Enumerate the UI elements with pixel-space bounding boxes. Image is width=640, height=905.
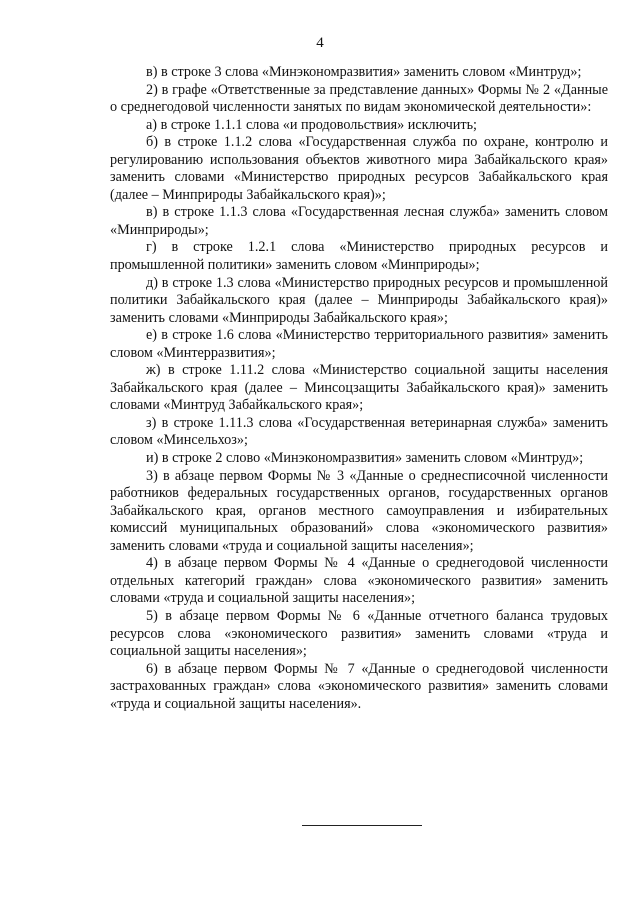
closing-divider-line <box>302 825 422 826</box>
page-number: 4 <box>316 35 324 51</box>
paragraph-item-zh-line-1-11-2: ж) в строке 1.11.2 слова «Министерство социальной защиты населения Забайкальского края (далее – Минсоцзащиты Забайкальского края)» заменить словами «Минтруд Забайкальского края»; <box>110 362 608 414</box>
paragraph-item-z-line-1-11-3: з) в строке 1.11.3 слова «Государственная ветеринарная служба» заменить словом «Минсельхоз»; <box>110 414 608 449</box>
paragraph-item-b-line-1-1-2: б) в строке 1.1.2 слова «Государственная служба по охране, контролю и регулированию использования объектов животного мира Забайкальского края» заменить словами «Министерство природных ресурсов Забайкальского края (далее – Минприроды Забайкальского края)»; <box>110 134 608 203</box>
paragraph-item-a-line-1-1-1: а) в строке 1.1.1 слова «и продовольствия» исключить; <box>146 116 477 133</box>
paragraph-item-g-line-1-2-1: г) в строке 1.2.1 слова «Министерство природных ресурсов и промышленной политики» заменить словом «Минприроды»; <box>110 239 608 274</box>
paragraph-item-3-form-3: 3) в абзаце первом Формы № 3 «Данные о среднесписочной численности работников федеральных государственных органов, государственных органов Забайкальского края, органов местного самоуправления и избирательных комиссий муниципальных образований» слова «экономического развития» заменить словами «труда и социальной защиты населения»; <box>110 467 608 554</box>
paragraph-item-v-line-3: в) в строке 3 слова «Минэкономразвития» заменить словом «Минтруд»; <box>146 64 582 80</box>
paragraph-item-2-form-2: 2) в графе «Ответственные за представление данных» Формы № 2 «Данные о среднегодовой численности занятых по видам экономической деятельности»: <box>110 81 608 116</box>
paragraph-item-i-line-2: и) в строке 2 слово «Минэкономразвития» заменить словом «Минтруд»; <box>146 450 584 467</box>
document-body <box>110 64 608 713</box>
paragraph-item-d-line-1-3: д) в строке 1.3 слова «Министерство природных ресурсов и промышленной политики Забайкальского края (далее – Минприроды Забайкальского края)» заменить словами «Минприроды Забайкальского края»; <box>110 274 608 326</box>
paragraph-item-5-form-6: 5) в абзаце первом Формы № 6 «Данные отчетного баланса трудовых ресурсов слова «экономического развития» заменить словами «труда и социальной защиты населения»; <box>110 607 608 660</box>
paragraph-item-v-line-1-1-3: в) в строке 1.1.3 слова «Государственная лесная служба» заменить словом «Минприроды»; <box>110 204 608 238</box>
paragraph-item-e-line-1-6: е) в строке 1.6 слова «Министерство территориального развития» заменить словом «Минтерразвития»; <box>110 327 608 361</box>
paragraph-item-6-form-7: 6) в абзаце первом Формы № 7 «Данные о среднегодовой численности застрахованных граждан» слова «экономического развития» заменить словами «труда и социальной защиты населения». <box>110 660 608 712</box>
paragraph-item-4-form-4: 4) в абзаце первом Формы № 4 «Данные о среднегодовой численности отдельных категорий граждан» слова «экономического развития» заменить словами «труда и социальной защиты населения»; <box>110 555 608 607</box>
